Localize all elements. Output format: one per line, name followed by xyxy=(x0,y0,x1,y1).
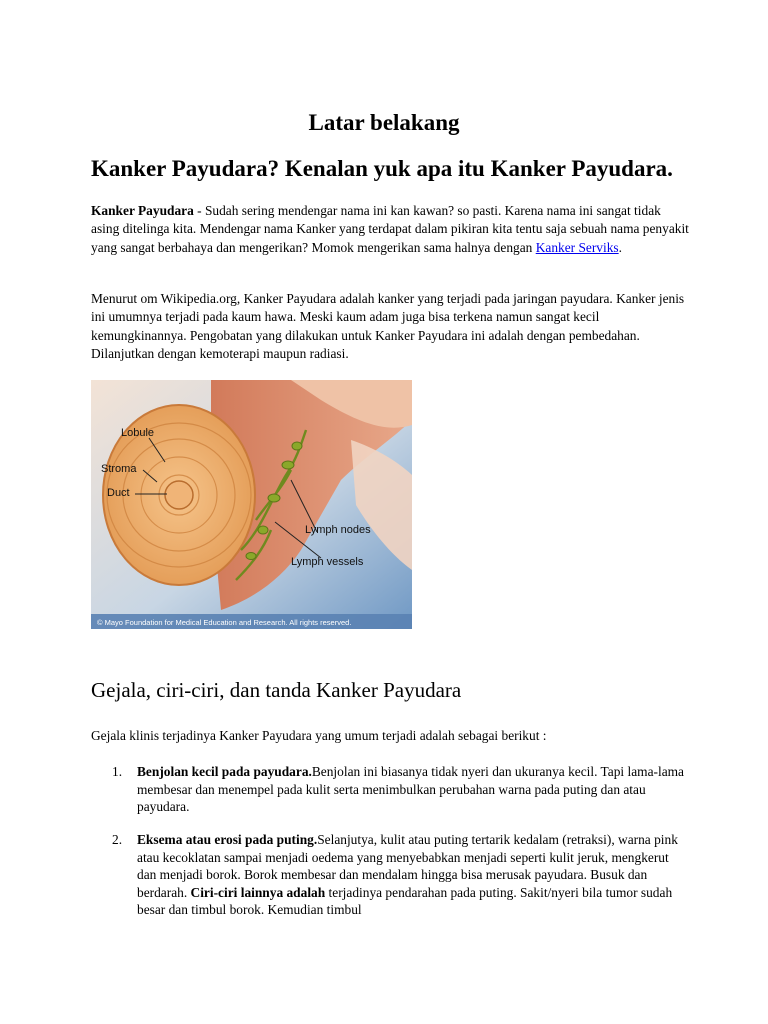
intro-bold-term: Kanker Payudara xyxy=(91,203,194,218)
label-lymph-nodes: Lymph nodes xyxy=(305,524,371,536)
heading-latar-belakang: Latar belakang xyxy=(308,110,460,135)
page-title: Kanker Payudara? Kenalan yuk apa itu Kanker Payudara. xyxy=(91,156,673,181)
label-stroma: Stroma xyxy=(101,463,137,475)
list-number: 1. xyxy=(112,764,123,779)
section-title: Gejala, ciri-ciri, dan tanda Kanker Payudara xyxy=(91,678,462,702)
kanker-serviks-link[interactable]: Kanker Serviks xyxy=(535,239,619,255)
list-item-bold: Benjolan kecil pada payudara. xyxy=(137,764,312,779)
intro-end: . xyxy=(618,239,622,255)
list-item xyxy=(91,831,691,919)
list-item-text: Selanjutya, kulit atau puting tertarik kedalam (retraksi), warna pink atau kecoklatan sampai menjadi oedema yang menyebabkan menjadi seperti kulit jeruk, mengkerut dan menjadi borok. Borok membesar dan mendalam hingga bisa merusak payudara. Busuk dan berdarah. xyxy=(137,832,678,900)
list-item-text-2: terjadinya pendarahan pada puting. Sakit/nyeri bila tumor sudah besar dan timbul borok. Kemudian timbul xyxy=(137,884,673,918)
list-item xyxy=(91,763,691,816)
figure-caption: © Mayo Foundation for Medical Education and Research. All rights reserved. xyxy=(97,618,352,627)
symptoms-intro: Gejala klinis terjadinya Kanker Payudara yang umum terjadi adalah sebagai berikut : xyxy=(91,728,547,743)
label-lymph-vessels: Lymph vessels xyxy=(291,556,364,568)
list-number: 2. xyxy=(112,832,123,847)
symptom-list-2 xyxy=(91,831,691,919)
list-item-bold: Eksema atau erosi pada puting. xyxy=(137,832,318,847)
definition-paragraph: Menurut om Wikipedia.org, Kanker Payudara adalah kanker yang terjadi pada jaringan payudara. Kanker jenis ini umumnya terjadi pada kaum hawa. Meski kaum adam juga bisa terkena namun sangat kecil kemungkinannya. Pengobatan yang dilakukan untuk Kanker Payudara ini adalah dengan pembedahan. Dilanjutkan dengan kemoterapi maupun radiasi. xyxy=(91,291,685,361)
intro-text: - Sudah sering mendengar nama ini kan kawan? so pasti. Karena nama ini sangat tidak asing ditelinga kita. Mendengar nama Kanker yang terdapat dalam pikiran kita tentu saja sebuah nama penyakit yang sangat berbahaya dan mengerikan? Momok mengerikan sama halnya dengan xyxy=(91,203,689,255)
label-lobule: Lobule xyxy=(121,427,155,439)
breast-anatomy-illustration xyxy=(91,380,412,629)
intro-paragraph xyxy=(91,202,691,257)
list-item-text: Benjolan ini biasanya tidak nyeri dan ukuranya kecil. Tapi lama-lama membesar dan menempel pada kulit serta menimbulkan perubahan warna pada puting dan atau payudara. xyxy=(137,764,684,815)
symptom-list-1 xyxy=(91,763,691,816)
label-duct: Duct xyxy=(107,487,130,499)
list-item-bold-2: Ciri-ciri lainnya adalah xyxy=(190,884,326,900)
